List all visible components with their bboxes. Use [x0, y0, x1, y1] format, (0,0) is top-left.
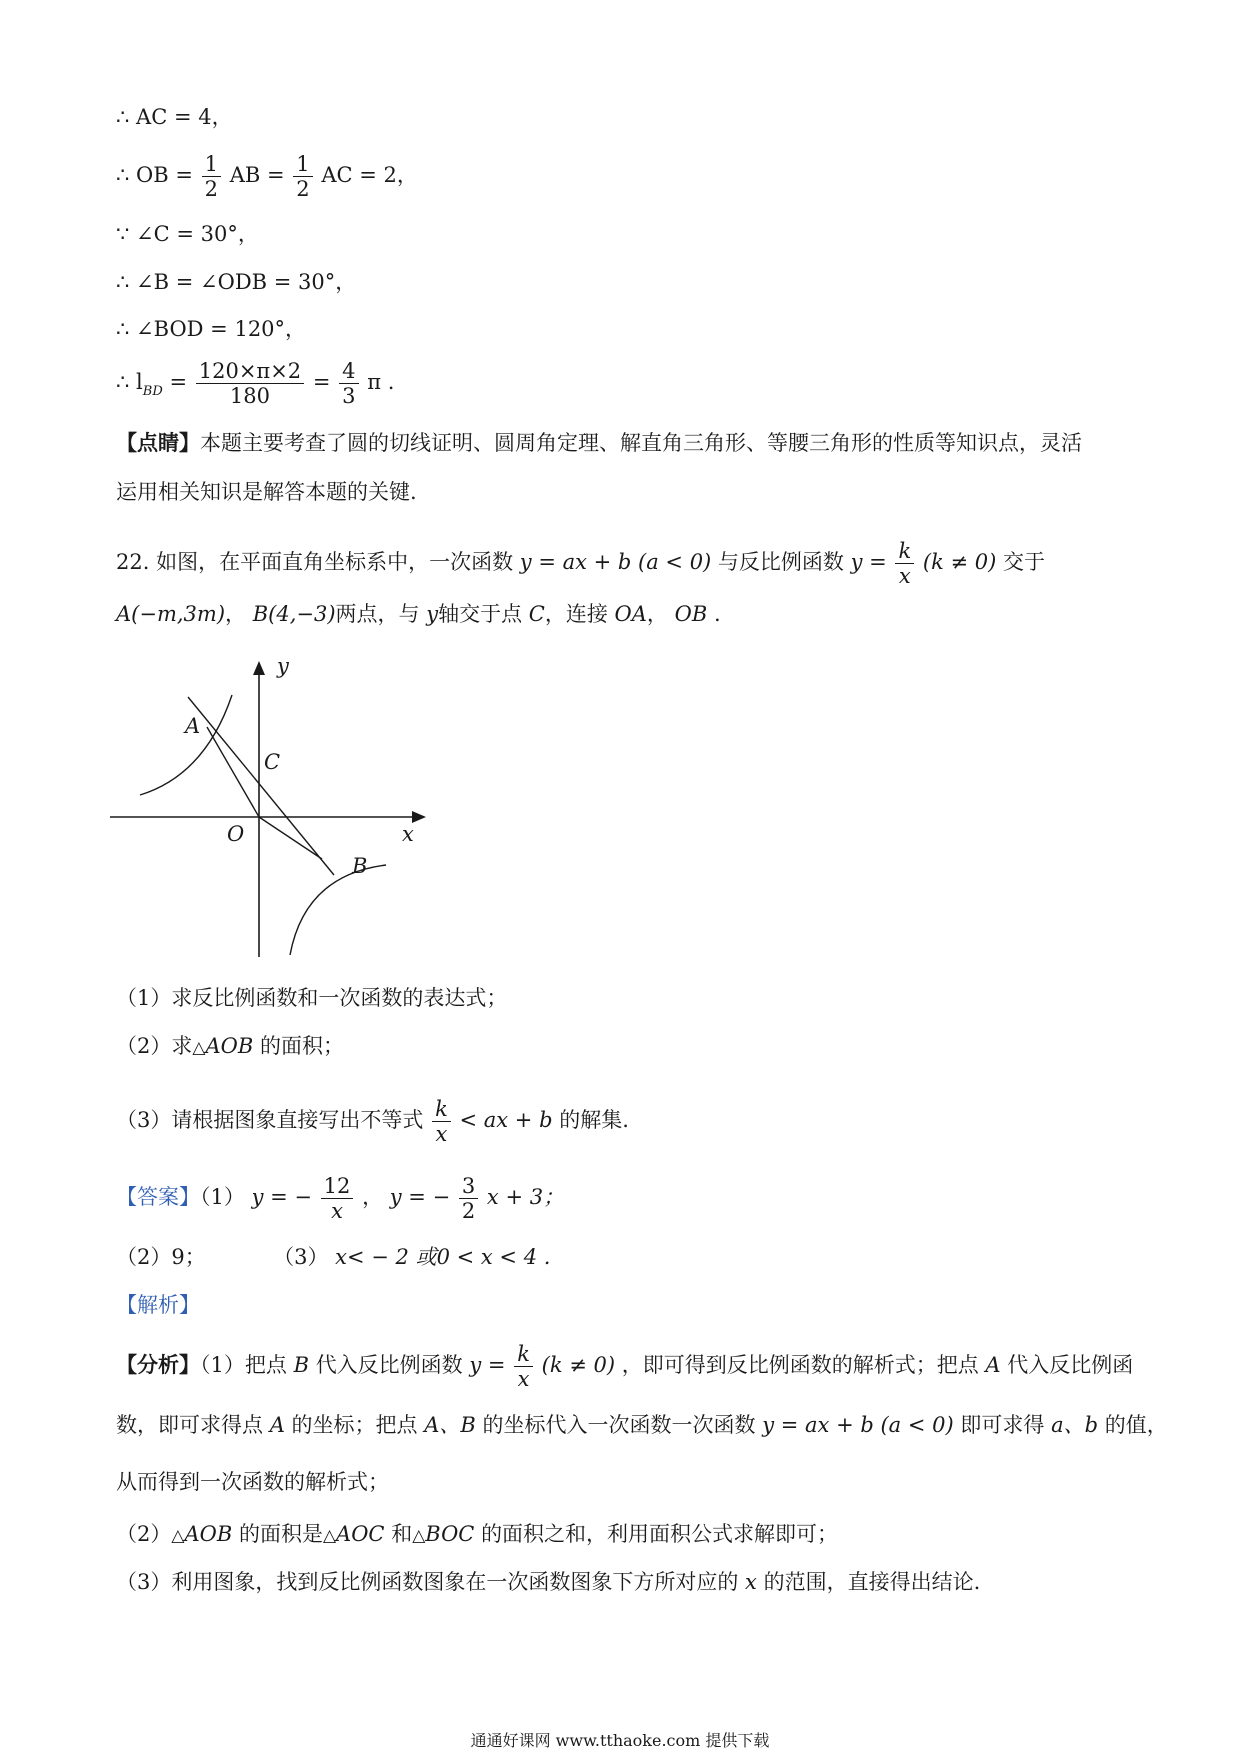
line-ab	[188, 697, 334, 875]
p5-a: （3）利用图象，找到反比例函数图象在一次函数图象下方所对应的	[116, 1570, 739, 1594]
fraction-four-thirds	[339, 360, 358, 407]
p4-t1: AOB	[184, 1522, 233, 1546]
label-y: y	[277, 655, 289, 678]
comment-line-2: 运用相关知识是解答本题的关键.	[116, 480, 417, 504]
frac-den: x	[331, 1199, 343, 1224]
x-axis-arrow	[412, 811, 426, 823]
answer-line-2	[116, 1247, 550, 1268]
p2-ab-vals: a、b	[1051, 1413, 1099, 1437]
label-a: A	[185, 714, 201, 738]
fraction-k-over-x	[432, 1098, 451, 1145]
analysis-label: 【解析】	[116, 1293, 200, 1317]
frac-den: x	[517, 1367, 530, 1392]
sep: ，	[225, 602, 247, 626]
arc-sub: BD	[142, 384, 163, 400]
analysis-line-1	[116, 1343, 1133, 1390]
label-x: x	[402, 822, 414, 846]
a2: （2）9；	[116, 1245, 206, 1269]
linear-cond: (a < 0)	[638, 550, 712, 575]
frac-num: k	[895, 540, 914, 564]
step-angle-c: ∵ ∠C = 30°，	[116, 222, 259, 246]
coordinate-graph	[110, 655, 440, 965]
question-2	[116, 1036, 344, 1057]
fx-label: 【分析】	[116, 1352, 200, 1378]
triangle-symbol: △	[192, 1038, 206, 1058]
triangle-symbol: △	[412, 1526, 426, 1546]
p4-b: 的面积是	[238, 1522, 323, 1546]
fraction-arc	[196, 360, 304, 407]
analysis-line-5	[116, 1572, 980, 1593]
p1-y: y =	[469, 1353, 506, 1378]
linear-eq: y = ax + b	[519, 550, 632, 575]
q3-pre: （3）请根据图象直接写出不等式	[116, 1108, 424, 1133]
triangle-symbol: △	[322, 1526, 337, 1546]
a3-expr: x< − 2 或0 < x < 4 .	[335, 1245, 551, 1269]
a1-pre: （1）	[200, 1185, 245, 1210]
step-angle-bod: ∴ ∠BOD = 120°，	[116, 317, 307, 341]
p2-cond: (a < 0)	[880, 1413, 954, 1437]
fraction-k-over-x	[895, 540, 914, 587]
question-1: （1）求反比例函数和一次函数的表达式；	[116, 986, 508, 1010]
frac-den: 2	[204, 177, 219, 202]
a1-y: y = −	[251, 1185, 312, 1210]
frac-num: 1	[293, 153, 312, 177]
label-b: B	[352, 854, 368, 878]
problem-text-f: ，连接	[544, 602, 608, 626]
seg-ob: OB	[674, 602, 708, 626]
problem-text-d: 两点，与	[335, 602, 420, 626]
frac-num: k	[432, 1098, 451, 1122]
p2-a: 数，即可求得点	[116, 1413, 263, 1437]
fraction-half-1	[202, 153, 221, 200]
frac-num: 120×π×2	[196, 360, 304, 384]
p5-x: x	[745, 1570, 757, 1594]
analysis-line-2	[116, 1415, 1168, 1436]
step-arc-length	[116, 360, 394, 407]
problem-number: 22.	[116, 550, 150, 575]
frac-den: 2	[461, 1199, 476, 1224]
q3-ineq: < ax + b	[459, 1108, 553, 1133]
problem-text-c: 交于	[1002, 550, 1045, 575]
p1-d: 代入反比例函	[1007, 1353, 1134, 1378]
y-axis-ref: y	[426, 602, 439, 626]
frac-den: x	[898, 564, 911, 589]
end-period: .	[713, 602, 721, 626]
analysis-line-3: 从而得到一次函数的解析式；	[116, 1470, 389, 1494]
a1-post: x + 3；	[486, 1185, 565, 1210]
p1-a-point: A	[985, 1353, 1001, 1378]
point-c: C	[528, 602, 545, 626]
arc-eq2: =	[312, 370, 331, 395]
p4-t2: AOC	[336, 1522, 385, 1546]
step-angle-b: ∴ ∠B = ∠ODB = 30°，	[116, 270, 357, 294]
p2-c: 的坐标代入一次函数一次函数	[482, 1413, 756, 1437]
a1-mid: ，	[362, 1185, 384, 1210]
p2-e: 的值，	[1104, 1413, 1168, 1437]
frac-num: k	[514, 1343, 533, 1367]
problem-text-e: 轴交于点	[438, 602, 523, 626]
comment-text-1: 本题主要考查了圆的切线证明、圆周角定理、解直角三角形、等腰三角形的性质等知识点，灵活	[200, 431, 1082, 455]
p4-c: 和	[391, 1522, 413, 1546]
p4-t3: BOC	[425, 1522, 475, 1546]
point-a: A(−m,3m)	[116, 602, 226, 626]
q2-pre: （2）求	[116, 1034, 193, 1058]
question-3	[116, 1098, 629, 1145]
y-axis-arrow	[253, 661, 265, 675]
arc-post: π .	[367, 370, 395, 395]
p1-b-point: B	[293, 1353, 309, 1378]
q3-post: 的解集.	[559, 1108, 629, 1133]
frac-num: 3	[459, 1175, 478, 1199]
step-ob-post: AC = 2，	[321, 163, 418, 188]
p5-b: 的范围，直接得出结论.	[763, 1570, 981, 1594]
label-c: C	[264, 750, 281, 774]
q2-tri: AOB	[205, 1034, 254, 1058]
answer-label: 【答案】	[116, 1185, 200, 1210]
problem-text-a: 如图，在平面直角坐标系中，一次函数	[156, 550, 514, 575]
point-b: B(4,−3)	[252, 602, 336, 626]
segment-oa	[207, 727, 259, 817]
fraction-k-over-x	[514, 1343, 533, 1390]
problem-line-1	[116, 540, 1045, 587]
step-ob-pre: ∴ OB =	[116, 163, 193, 188]
footer-text: 通通好课网 www.tthaoke.com 提供下载	[470, 1731, 770, 1750]
comment-line-1	[116, 432, 1082, 454]
frac-num: 12	[321, 1175, 354, 1199]
answer-line-1	[116, 1175, 564, 1222]
p1-cond: (k ≠ 0)	[541, 1353, 616, 1378]
frac-den: x	[435, 1122, 448, 1147]
p1-b: 代入反比例函数	[315, 1353, 463, 1378]
frac-den: 3	[342, 384, 356, 409]
p1-c: ，即可得到反比例函数的解析式；把点	[621, 1353, 979, 1378]
problem-line-2	[116, 604, 721, 625]
segment-ob	[259, 817, 322, 859]
p1-a: （1）把点	[200, 1353, 287, 1378]
analysis-line-4	[116, 1524, 838, 1545]
fraction-12-over-x	[321, 1175, 354, 1222]
p2-a-point: A	[269, 1413, 285, 1437]
frac-den: 2	[296, 177, 310, 202]
triangle-symbol: △	[171, 1526, 185, 1546]
hyperbola-branch-right	[290, 865, 386, 955]
problem-text-b: 与反比例函数	[717, 550, 844, 575]
arc-l: ∴ l	[116, 370, 143, 395]
seg-oa: OA	[614, 602, 647, 626]
a1-y2: y = −	[389, 1185, 451, 1210]
frac-num: 4	[339, 360, 358, 384]
p2-ab: A、B	[424, 1413, 476, 1437]
step-ob	[116, 153, 418, 200]
comment-label: 【点睛】	[116, 430, 200, 455]
sep2: ，	[646, 602, 668, 626]
p4-a: （2）	[116, 1522, 172, 1546]
p4-d: 的面积之和，利用面积公式求解即可；	[481, 1522, 839, 1546]
p2-b: 的坐标；把点	[291, 1413, 418, 1437]
p2-d: 即可求得	[960, 1413, 1045, 1437]
recip-cond: (k ≠ 0)	[922, 550, 997, 575]
frac-den: 180	[229, 384, 270, 409]
arc-eq: =	[169, 370, 188, 395]
label-o: O	[227, 822, 245, 846]
step-ac: ∴ AC = 4，	[116, 105, 233, 129]
frac-num: 1	[202, 153, 221, 177]
recip-y: y =	[850, 550, 887, 575]
q2-post: 的面积；	[259, 1034, 344, 1058]
step-ob-mid: AB =	[229, 163, 285, 188]
fraction-half-2	[293, 153, 312, 200]
a3-pre: （3）	[273, 1245, 329, 1269]
fraction-3-over-2	[459, 1175, 478, 1222]
p2-eq: y = ax + b	[762, 1413, 874, 1437]
